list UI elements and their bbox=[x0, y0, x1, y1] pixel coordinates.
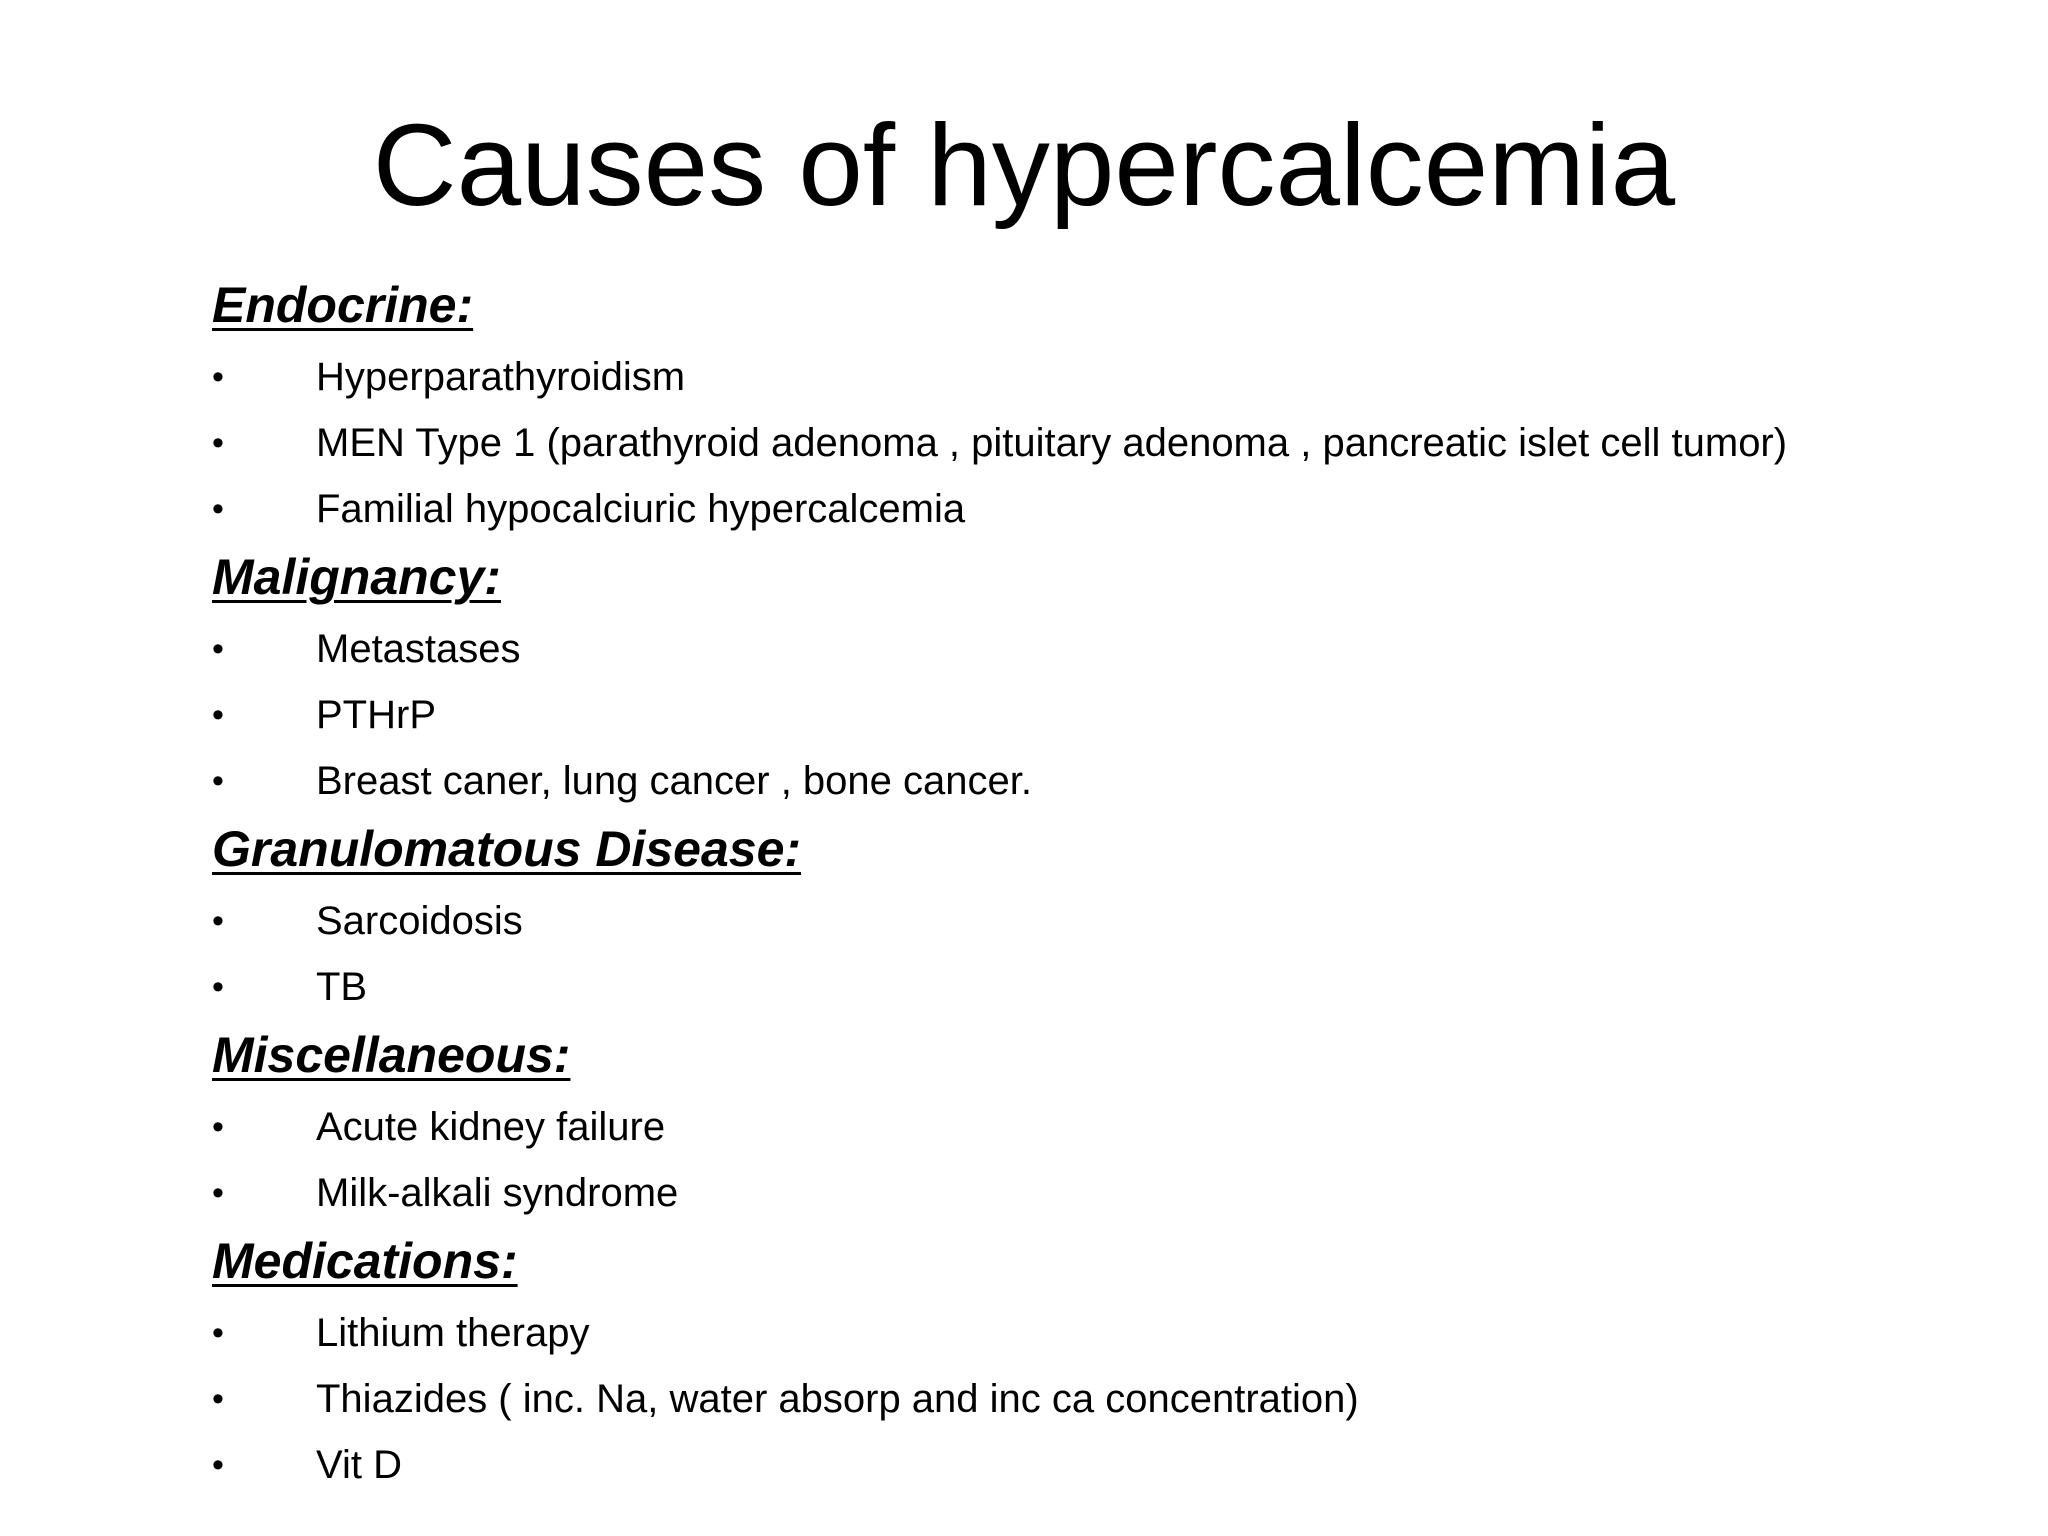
list-item-text: Acute kidney failure bbox=[316, 1105, 666, 1149]
bullet-icon: • bbox=[212, 1174, 224, 1212]
list-item bbox=[212, 1300, 1992, 1366]
list-item-text: Thiazides ( inc. Na, water absorp and inc ca concentration) bbox=[316, 1377, 1359, 1421]
bullet-list bbox=[212, 344, 1992, 542]
bullet-icon: • bbox=[212, 1446, 224, 1484]
list-item-text: Milk-alkali syndrome bbox=[316, 1171, 679, 1215]
list-item-text: Vit D bbox=[316, 1443, 402, 1487]
list-item bbox=[212, 954, 1992, 1020]
section-medications bbox=[212, 1226, 1992, 1498]
section-endocrine bbox=[212, 270, 1992, 542]
bullet-icon: • bbox=[212, 902, 224, 940]
bullet-icon: • bbox=[212, 630, 224, 668]
section-granulomatous-disease bbox=[212, 814, 1992, 1020]
list-item-text: Hyperparathyroidism bbox=[316, 355, 686, 399]
bullet-icon: • bbox=[212, 1314, 224, 1352]
bullet-icon: • bbox=[212, 358, 224, 396]
section-heading: Granulomatous Disease: bbox=[212, 821, 802, 877]
section-malignancy bbox=[212, 542, 1992, 814]
bullet-list bbox=[212, 888, 1992, 1020]
list-item-text: Breast caner, lung cancer , bone cancer. bbox=[316, 759, 1032, 803]
list-item bbox=[212, 888, 1992, 954]
list-item-text: PTHrP bbox=[316, 693, 436, 737]
bullet-list bbox=[212, 616, 1992, 814]
list-item-text: MEN Type 1 (parathyroid adenoma , pituitary adenoma , pancreatic islet cell tumor) bbox=[316, 421, 1788, 465]
list-item-text: Sarcoidosis bbox=[316, 899, 523, 943]
bullet-icon: • bbox=[212, 1108, 224, 1146]
list-item bbox=[212, 682, 1992, 748]
slide-title: Causes of hypercalcemia bbox=[372, 100, 1676, 230]
bullet-icon: • bbox=[212, 968, 224, 1006]
bullet-icon: • bbox=[212, 1380, 224, 1418]
list-item bbox=[212, 748, 1992, 814]
list-item bbox=[212, 1160, 1992, 1226]
bullet-icon: • bbox=[212, 762, 224, 800]
list-item bbox=[212, 1432, 1992, 1498]
list-item bbox=[212, 344, 1992, 410]
section-heading: Endocrine: bbox=[212, 277, 474, 333]
list-item-text: TB bbox=[316, 965, 368, 1009]
section-heading: Miscellaneous: bbox=[212, 1027, 571, 1083]
section-miscellaneous bbox=[212, 1020, 1992, 1226]
bullet-icon: • bbox=[212, 490, 224, 528]
list-item bbox=[212, 410, 1992, 476]
section-heading: Medications: bbox=[212, 1233, 518, 1289]
bullet-list bbox=[212, 1094, 1992, 1226]
list-item-text: Lithium therapy bbox=[316, 1311, 590, 1355]
bullet-icon: • bbox=[212, 696, 224, 734]
list-item bbox=[212, 616, 1992, 682]
list-item bbox=[212, 1094, 1992, 1160]
list-item-text: Metastases bbox=[316, 627, 521, 671]
slide-content bbox=[212, 270, 1992, 1498]
list-item bbox=[212, 476, 1992, 542]
bullet-list bbox=[212, 1300, 1992, 1498]
list-item bbox=[212, 1366, 1992, 1432]
list-item-text: Familial hypocalciuric hypercalcemia bbox=[316, 487, 966, 531]
section-heading: Malignancy: bbox=[212, 549, 501, 605]
bullet-icon: • bbox=[212, 424, 224, 462]
